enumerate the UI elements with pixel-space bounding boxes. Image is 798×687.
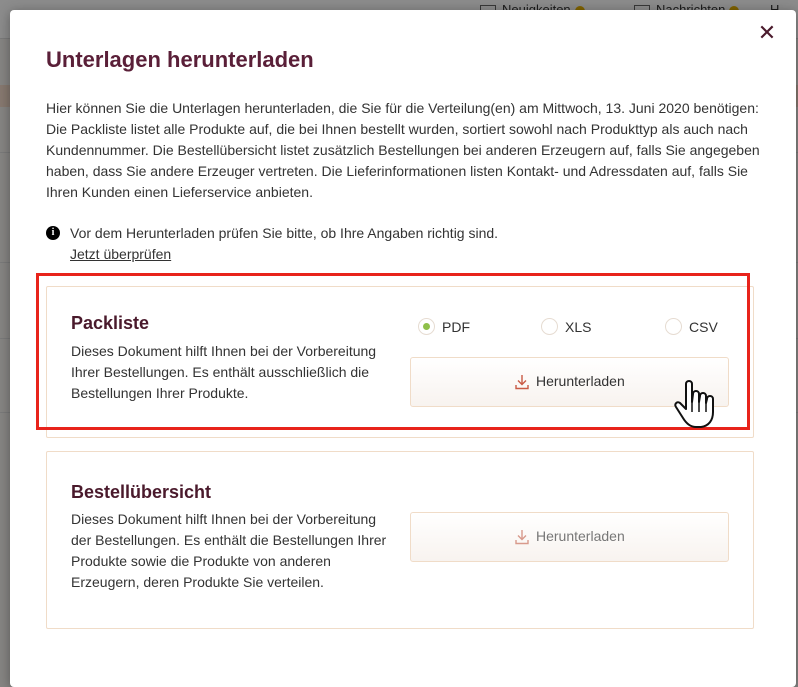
bestelluebersicht-card — [46, 451, 754, 629]
card-description: Dieses Dokument hilft Ihnen bei der Vorbereitung der Bestellungen. Es enthält die Bestellungen Ihrer Produkte sowie die Produkte von anderen Erzeugern, deren Produkte Sie verteilen. — [71, 511, 387, 590]
close-icon[interactable]: ✕ — [757, 20, 777, 45]
card-title: Packliste — [71, 313, 150, 333]
radio-selected-icon — [418, 318, 435, 335]
download-packliste-button[interactable]: Herunterladen — [410, 357, 729, 407]
radio-icon — [665, 318, 682, 335]
modal-intro-text: Hier können Sie die Unterlagen herunterladen, die Sie für die Verteilung(en) am Mittwoch, 13. Juni 2020 benötigen: Die Packliste listet alle Produkte auf, die bei Ihnen bestellt wurden, sortiert sowohl nach Produkttyp als auch nach Kundennummer. Die Bestellübersicht listet zusätzlich Bestellungen bei anderen Erzeugern auf, falls Sie angegeben haben, dass Sie andere Erzeuger vertreten. Die Lieferinformationen listen Kontakt- und Adressdaten auf, falls Sie Ihren Kunden einen Lieferservice anbieten. — [46, 100, 760, 200]
modal-title: Unterlagen herunterladen — [46, 47, 314, 72]
card-description: Dieses Dokument hilft Ihnen bei der Vorbereitung Ihrer Bestellungen. Es enthält ausschließlich die Bestellungen Ihrer Produkte. — [71, 343, 377, 401]
download-modal — [10, 10, 796, 687]
info-icon: i — [46, 226, 60, 240]
info-text: Vor dem Herunterladen prüfen Sie bitte, ob Ihre Angaben richtig sind. — [70, 225, 499, 241]
download-icon — [515, 374, 529, 390]
packliste-card: Packliste Dieses Dokument hilft Ihnen bei der Vorbereitung Ihrer Bestellungen. Es enthält ausschließlich die Bestellungen Ihrer Produkte. PDF XLS CSV Herunterladen — [46, 286, 754, 438]
download-icon — [515, 529, 529, 545]
radio-icon — [541, 318, 558, 335]
card-title: Bestellübersicht — [71, 482, 212, 502]
check-now-link[interactable]: Jetzt überprüfen — [70, 246, 172, 262]
download-bestelluebersicht-button[interactable]: Herunterladen — [410, 512, 729, 562]
